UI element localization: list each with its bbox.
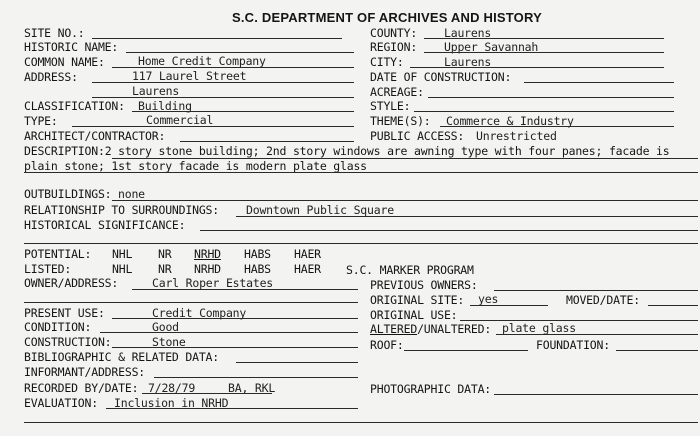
roof-label: ROOF:: [370, 338, 404, 352]
evaluation-value: Inclusion in NRHD: [114, 396, 229, 410]
condition-value: Good: [152, 320, 179, 334]
acreage-label: ACREAGE:: [370, 85, 424, 99]
original-site-value: yes: [478, 292, 499, 306]
site-no-label: SITE NO.:: [24, 26, 85, 40]
present-use-label: PRESENT USE:: [24, 306, 105, 320]
significance-line-2: [24, 243, 698, 244]
historic-name-line: [126, 52, 354, 53]
photographic-data-line: [494, 394, 698, 395]
construction-line: [112, 347, 358, 348]
city-line: [410, 67, 664, 68]
informant-label: INFORMANT/ADDRESS:: [24, 365, 146, 379]
original-use-label: ORIGINAL USE:: [370, 308, 458, 322]
owner-line-2: [24, 302, 358, 303]
altered-line: [496, 334, 698, 335]
region-line: [424, 52, 664, 53]
recorded-by-line: [142, 393, 272, 394]
previous-owners-line: [494, 290, 698, 291]
bibliographic-line: [236, 362, 358, 363]
listed-nr: NR: [158, 262, 172, 276]
architect-label: ARCHITECT/CONTRACTOR:: [24, 129, 166, 143]
classification-line: [132, 111, 354, 112]
address-line-1: [92, 82, 354, 83]
date-construction-line: [524, 82, 674, 83]
historic-name-label: HISTORIC NAME:: [24, 40, 119, 54]
condition-line: [100, 332, 358, 333]
owner-label: OWNER/ADDRESS:: [24, 276, 119, 290]
evaluation-label: EVALUATION:: [24, 396, 98, 410]
recorded-by-label: RECORDED BY/DATE:: [24, 381, 139, 395]
construction-label: CONSTRUCTION:: [24, 335, 112, 349]
type-label: TYPE:: [24, 114, 58, 128]
foundation-label: FOUNDATION:: [536, 338, 610, 352]
altered-value: plate glass: [502, 321, 576, 335]
outbuildings-value: none: [118, 187, 145, 201]
altered-label: ALTERED: [370, 322, 418, 336]
address-line-2: [92, 97, 354, 98]
significance-line-1: [200, 230, 698, 231]
style-line: [414, 111, 674, 112]
county-value: Laurens: [444, 26, 492, 40]
theme-value: Commerce & Industry: [446, 114, 574, 128]
classification-label: CLASSIFICATION:: [24, 99, 125, 113]
region-value: Upper Savannah: [444, 40, 539, 54]
description-text: 2 story stone building; 2nd story windows are awning type with four panes; facade is plain stone; 1st story facade is modern plate glass: [24, 144, 670, 173]
recorded-initials-value: BA, RKL: [228, 381, 276, 395]
relationship-value: Downtown Public Square: [246, 203, 394, 217]
original-use-line: [460, 320, 698, 321]
evaluation-line: [106, 408, 358, 409]
foundation-line: [616, 350, 698, 351]
photographic-data-label: PHOTOGRAPHIC DATA:: [370, 382, 492, 396]
previous-owners-label: PREVIOUS OWNERS:: [370, 278, 478, 292]
listed-haer: HAER: [294, 262, 321, 276]
acreage-line: [428, 97, 674, 98]
city-value: Laurens: [444, 55, 492, 69]
address-line1: 117 Laurel Street: [132, 69, 247, 83]
altered-status: [370, 323, 491, 336]
region-label: REGION:: [370, 40, 418, 54]
recorded-date-value: 7/28/79: [148, 381, 196, 395]
roof-line: [404, 350, 528, 351]
site-no-line: [92, 38, 342, 39]
bibliographic-label: BIBLIOGRAPHIC & RELATED DATA:: [24, 350, 219, 364]
type-line: [72, 126, 354, 127]
original-site-line: [470, 305, 548, 306]
significance-label: HISTORICAL SIGNIFICANCE:: [24, 218, 186, 232]
public-access-value: Unrestricted: [476, 129, 557, 143]
owner-line: [132, 289, 358, 290]
county-line: [424, 38, 664, 39]
theme-label: THEME(S):: [370, 114, 431, 128]
style-label: STYLE:: [370, 99, 411, 113]
architect-line: [180, 141, 354, 142]
potential-nr: NR: [158, 247, 172, 261]
outbuildings-line: [112, 200, 698, 201]
condition-label: CONDITION:: [24, 320, 92, 334]
potential-nhl: NHL: [112, 247, 133, 261]
potential-haer: HAER: [294, 247, 321, 261]
classification-value: Building: [138, 99, 192, 113]
public-access-label: PUBLIC ACCESS:: [370, 129, 465, 143]
outbuildings-label: OUTBUILDINGS:: [24, 187, 112, 201]
unaltered-label: /UNALTERED:: [417, 322, 492, 336]
potential-habs: HABS: [244, 247, 271, 261]
relationship-label: RELATIONSHIP TO SURROUNDINGS:: [24, 203, 219, 217]
description-line-2: [24, 172, 698, 173]
present-use-line: [112, 318, 358, 319]
present-use-value: Credit Company: [152, 306, 247, 320]
potential-label: POTENTIAL:: [24, 247, 92, 261]
county-label: COUNTY:: [370, 26, 418, 40]
construction-value: Stone: [152, 335, 186, 349]
type-value: Commercial: [146, 113, 214, 127]
address-line2: Laurens: [132, 84, 180, 98]
date-construction-label: DATE OF CONSTRUCTION:: [370, 70, 512, 84]
common-name-value: Home Credit Company: [138, 54, 266, 68]
common-name-line: [112, 67, 354, 68]
theme-line: [440, 126, 674, 127]
city-label: CITY:: [370, 55, 404, 69]
listed-nrhd: NRHD: [194, 262, 221, 276]
owner-value: Carl Roper Estates: [152, 276, 274, 290]
original-site-label: ORIGINAL SITE:: [370, 293, 465, 307]
moved-date-label: MOVED/DATE:: [566, 293, 640, 307]
listed-nhl: NHL: [112, 262, 133, 276]
listed-habs: HABS: [244, 262, 271, 276]
marker-program-label: S.C. MARKER PROGRAM: [346, 263, 474, 277]
informant-line: [154, 377, 358, 378]
address-label: ADDRESS:: [24, 70, 78, 84]
relationship-line: [236, 216, 698, 217]
description-line-1: [112, 158, 698, 159]
description-label: DESCRIPTION:: [24, 144, 105, 158]
form-title: S.C. DEPARTMENT OF ARCHIVES AND HISTORY: [232, 10, 542, 25]
moved-date-line: [648, 305, 698, 306]
listed-label: LISTED:: [24, 262, 72, 276]
potential-nrhd: NRHD: [194, 247, 221, 261]
evaluation-line-2: [24, 422, 698, 423]
common-name-label: COMMON NAME:: [24, 55, 105, 69]
